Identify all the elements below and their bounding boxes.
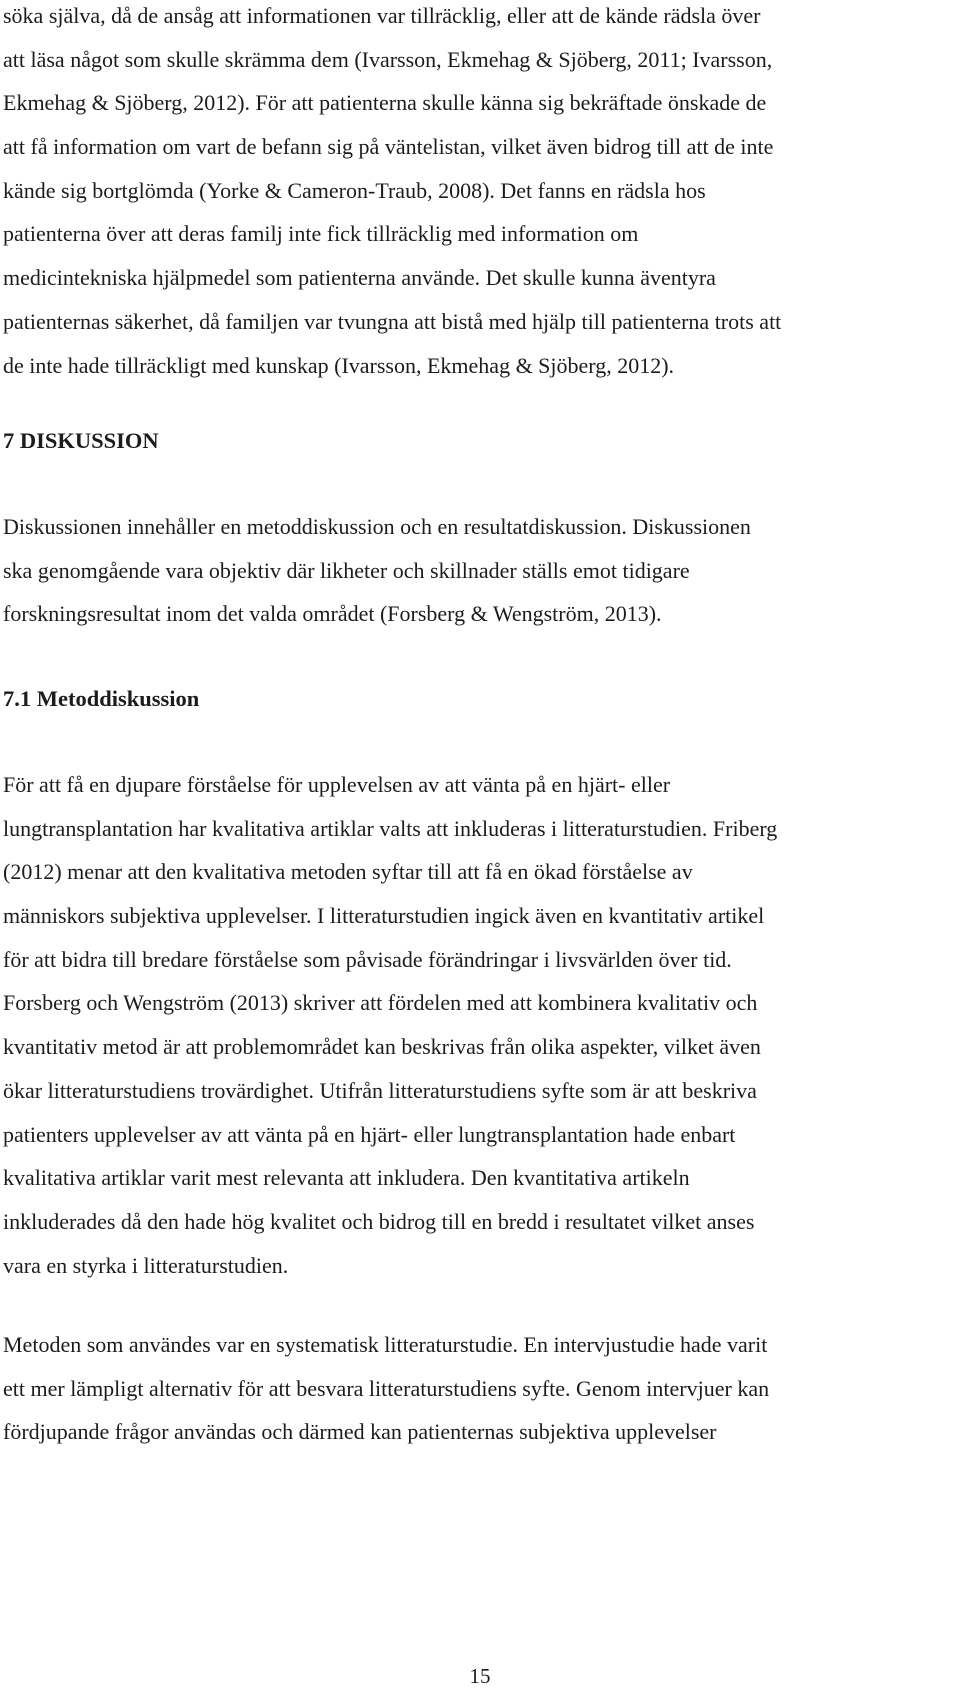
- text-line: patienternas säkerhet, då familjen var tvungna att bistå med hjälp till patienterna trots att: [3, 308, 782, 334]
- text-line: patienterna över att deras familj inte fick tillräcklig med information om: [3, 221, 639, 247]
- text-line: inkluderades då den hade hög kvalitet och bidrog till en bredd i resultatet vilket anses: [3, 1208, 755, 1234]
- text-line: kvalitativa artiklar varit mest relevanta att inkludera. Den kvantitativa artikeln: [3, 1165, 690, 1191]
- text-line: de inte hade tillräckligt med kunskap (Ivarsson, Ekmehag & Sjöberg, 2012).: [3, 352, 675, 378]
- text-line: kvantitativ metod är att problemområdet kan beskrivas från olika aspekter, vilket även: [3, 1034, 761, 1060]
- text-line: lungtransplantation har kvalitativa artiklar valts att inkluderas i litteraturstudien. Friberg: [3, 815, 778, 841]
- text-line: Diskussionen innehåller en metoddiskussion och en resultatdiskussion. Diskussionen: [3, 514, 751, 539]
- section-heading: 7 DISKUSSION: [3, 428, 159, 453]
- text-line: för att bidra till bredare förståelse som påvisade förändringar i livsvärlden över tid.: [3, 946, 732, 972]
- text-line: patienters upplevelser av att vänta på en hjärt- eller lungtransplantation hade enbart: [3, 1121, 736, 1147]
- body-paragraph: [3, 763, 947, 1287]
- text-line: ska genomgående vara objektiv där likheter och skillnader ställs emot tidigare: [3, 557, 690, 583]
- text-line: fördjupande frågor användas och därmed kan patienternas subjektiva upplevelser: [3, 1419, 717, 1445]
- text-line: ökar litteraturstudiens trovärdighet. Utifrån litteraturstudiens syfte som är att beskriva: [3, 1077, 757, 1103]
- text-line: forskningsresultat inom det valda området (Forsberg & Wengström, 2013).: [3, 601, 662, 627]
- text-line: söka själva, då de ansåg att informationen var tillräcklig, eller att de kände rädsla över: [3, 3, 761, 28]
- body-paragraph: [3, 505, 947, 636]
- text-line: människors subjektiva upplevelser. I litteraturstudien ingick även en kvantitativ artikel: [3, 903, 765, 929]
- text-line: att få information om vart de befann sig på väntelistan, vilket även bidrog till att de inte: [3, 134, 774, 160]
- text-line: att läsa något som skulle skrämma dem (Ivarsson, Ekmehag & Sjöberg, 2011; Ivarsson,: [3, 46, 773, 72]
- text-line: För att få en djupare förståelse för upplevelsen av att vänta på en hjärt- eller: [3, 772, 671, 797]
- text-line: kände sig bortglömda (Yorke & Cameron-Traub, 2008). Det fanns en rädsla hos: [3, 177, 706, 203]
- text-line: vara en styrka i litteraturstudien.: [3, 1252, 289, 1278]
- subsection-heading: 7.1 Metoddiskussion: [3, 686, 200, 711]
- body-paragraph: [3, 0, 947, 387]
- page-number: 15: [469, 1664, 491, 1688]
- text-line: (2012) menar att den kvalitativa metoden syftar till att få en ökad förståelse av: [3, 859, 693, 885]
- text-line: Forsberg och Wengström (2013) skriver att fördelen med att kombinera kvalitativ och: [3, 990, 758, 1016]
- text-line: ett mer lämpligt alternativ för att besvara litteraturstudiens syfte. Genom intervjuer kan: [3, 1375, 770, 1401]
- text-line: Ekmehag & Sjöberg, 2012). För att patienterna skulle känna sig bekräftade önskade de: [3, 90, 767, 116]
- text-line: Metoden som användes var en systematisk litteraturstudie. En intervjustudie hade varit: [3, 1332, 768, 1357]
- body-paragraph: [3, 1323, 947, 1454]
- text-line: medicintekniska hjälpmedel som patienterna använde. Det skulle kunna äventyra: [3, 265, 716, 291]
